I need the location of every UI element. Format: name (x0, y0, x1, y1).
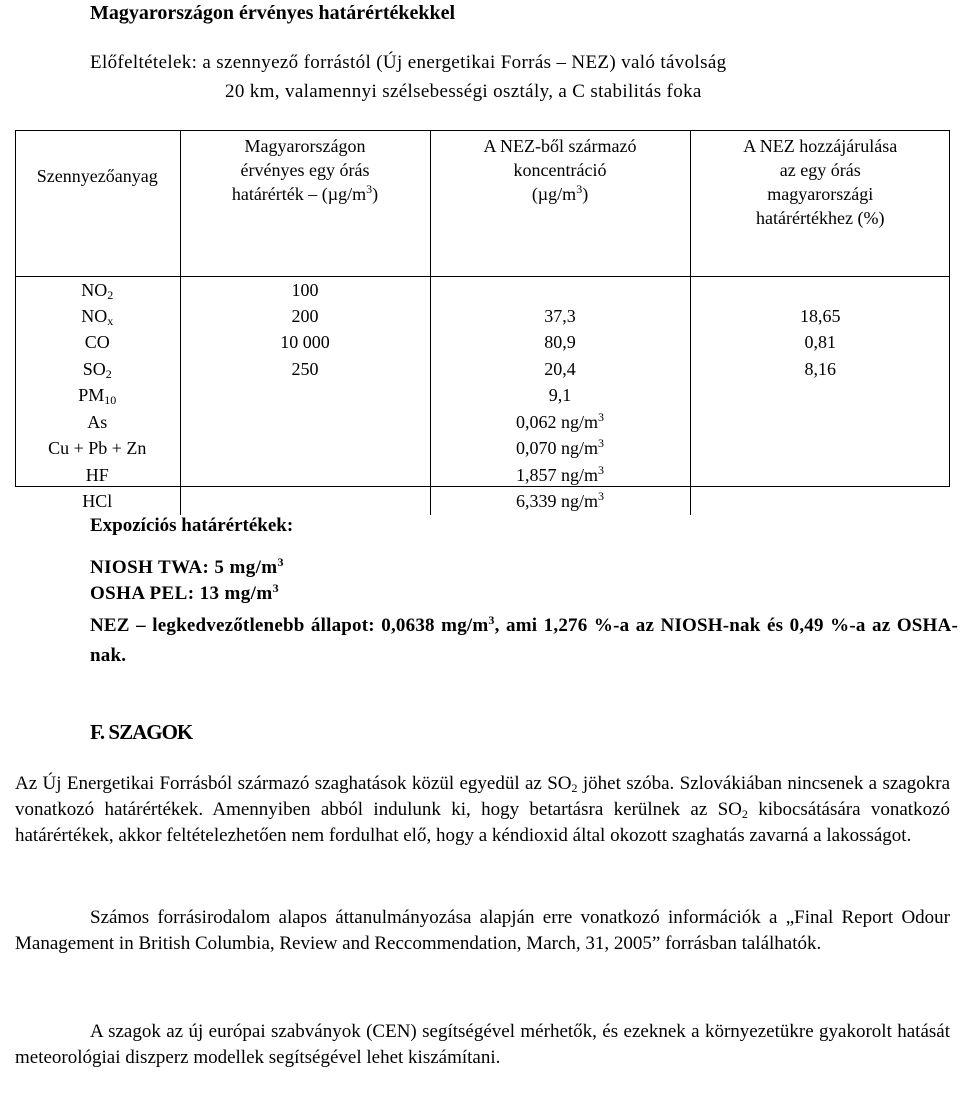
cell-concentration: 37,3 (430, 303, 690, 330)
paragraph-2: Számos forrásirodalom alapos áttanulmányozása alapján erre vonatkozó információk a „Final Report Odour Management in British Columbia, Review and Reccommendation, March, 31, 2005” forrásban találhatók. (15, 907, 950, 954)
cell-pollutant: CO (15, 330, 180, 357)
table-header-row (15, 130, 950, 277)
table-row (15, 356, 950, 383)
preconditions-line1: Előfeltételek: a szennyező forrástól (Új energetikai Forrás – NEZ) való távolság (90, 52, 727, 73)
cell-share: 18,65 (800, 305, 841, 326)
cell-limit (180, 436, 430, 463)
cell-limit: 10 000 (180, 330, 430, 357)
cell-limit (180, 489, 430, 516)
cell-share (690, 462, 950, 489)
table-row (15, 330, 950, 357)
cell-limit: 250 (180, 356, 430, 383)
cell-concentration: 80,9 (430, 330, 690, 357)
cell-share (690, 489, 950, 516)
table-row (15, 277, 950, 304)
header-nez-concentration: A NEZ-ből származó koncentráció $(\mu g/m^3)$ (430, 130, 690, 277)
cell-pollutant: $NO_x$ (15, 303, 180, 330)
cell-concentration: 20,4 (430, 356, 690, 383)
limits-table (15, 130, 950, 515)
table-row (15, 383, 950, 410)
cell-limit (180, 462, 430, 489)
cell-pollutant: HF (15, 462, 180, 489)
paragraph-1: Az Új Energetikai Forrásból származó szaghatások közül egyedül az $SO_2$ jöhet szóba. Szlovákiában nincsenek a szagokra vonatkozó határértékek. Amennyiben abból indulunk ki, hogy betartásra kerülnek az $SO_2$ kibocsátására vonatkozó határértékek, akkor feltételezhetően nem fordulhat elő, hogy a kéndioxid által okozott szaghatás zavarná a lakosságot. (15, 773, 951, 846)
cell-limit (180, 409, 430, 436)
preconditions (90, 48, 950, 106)
paragraph-3: A szagok az új európai szabványok (CEN) segítségével mérhetők, és ezeknek a környezetükre gyakorolt hatását meteorológiai diszperz modellek segítségével lehet kiszámítani. (15, 1021, 950, 1068)
cell-pollutant: As (15, 409, 180, 436)
cell-pollutant: $SO_2$ (15, 356, 180, 383)
page-heading: Magyarországon érvényes határértékekkel (90, 2, 456, 24)
preconditions-line2: 20 km, valamennyi szélsebességi osztály, a C stabilitás foka (225, 81, 702, 102)
table-row (15, 409, 950, 436)
cell-share (690, 277, 950, 304)
cell-limit: 200 (180, 303, 430, 330)
table-row (15, 462, 950, 489)
cell-share (690, 383, 950, 410)
cell-concentration: 9,1 (430, 383, 690, 410)
table-row (15, 436, 950, 463)
cell-concentration: 0,070 $ng/m^3$ (430, 436, 690, 463)
cell-share: 8,16 (804, 358, 836, 379)
cell-concentration: 1,857 $ng/m^3$ (430, 462, 690, 489)
cell-pollutant: HCl (15, 489, 180, 516)
cell-share (690, 436, 950, 463)
header-hu-limit: Magyarországon érvényes egy órás határérték – $(\mu g/m^3)$ (180, 130, 430, 277)
cell-pollutant: $PM_{10}$ (15, 383, 180, 410)
cell-pollutant: $NO_2$ (15, 277, 180, 304)
niosh-line: NIOSH TWA: 5 $mg/m^3$ (90, 555, 284, 578)
table-row (15, 303, 950, 330)
table-row (15, 489, 950, 516)
cell-concentration: 0,062 $ng/m^3$ (430, 409, 690, 436)
cell-limit: 100 (180, 277, 430, 304)
nez-line: NEZ – legkedvezőtlenebb állapot: 0,0638 $mg/m^3$, ami 1,276 %-a az NIOSH-nak és 0,49 %-a az OSHA-nak. (90, 613, 958, 666)
osha-line: OSHA PEL: 13 $mg/m^3$ (90, 581, 279, 604)
cell-concentration: 6,339 $ng/m^3$ (430, 489, 690, 516)
cell-concentration (430, 277, 690, 304)
header-nez-share: A NEZ hozzájárulása az egy órás magyarországi határértékhez (%) (743, 136, 898, 228)
header-pollutant: Szennyezőanyag (15, 130, 180, 277)
section-f-title: F. SZAGOK (90, 720, 193, 744)
cell-share (690, 409, 950, 436)
cell-share: 0,81 (804, 332, 836, 353)
cell-limit (180, 383, 430, 410)
exposure-title: Expozíciós határértékek: (90, 515, 294, 536)
cell-pollutant: Cu + Pb + Zn (15, 436, 180, 463)
